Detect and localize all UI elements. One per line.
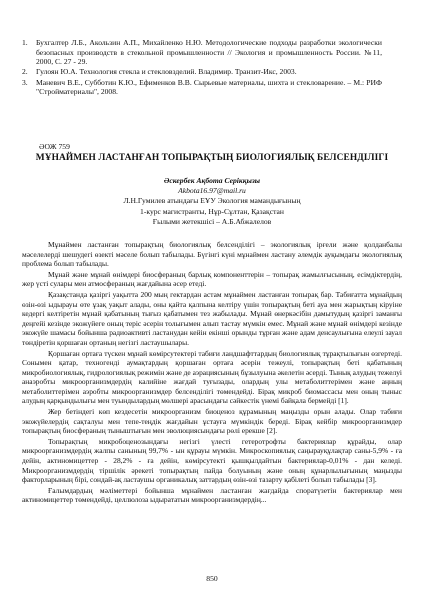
author-block [0, 176, 424, 227]
reference-text: Маневич В.Е., Субботин К.Ю., Ефименков В.В. Сырьевые материалы, шихта и стекловарение. – М.: РИФ "Стройматериалы", 2008. [36, 77, 382, 97]
reference-item [22, 38, 382, 67]
body-paragraph: Қазақстанда қазіргі уақытта 200 мың гектардан астам мұнаймен ластанған топырақ бар. Табиғатта мұнайдың өзін-өзі ыдырауы өте ұзақ уақыт алады, оны қайта қалпына келтіру үшін топырақтың беті ауа мен жарықтың кіруіне кедергі келтіретін мұнай қабатының тығыз қабатымен тез жабылады. Мұнай өнеркәсібін дамытудың қазіргі заманғы деңгейі кезінде экожүйеге оның теріс әсерін толығымен алып тастау мүмкін емес. Мұнай және мұнай өнімдері кезінде экожүйе шамасы бойынша радиоактивті ластанудан кейін екінші орынды тұрған және адам денсаулығына елеулі зауал төндіретін қоршаған ортаның негізгі ластаушылары. [22, 290, 402, 347]
author-affiliation: Л.Н.Гумилев атындағы ЕҰУ Экология мамандығының [123, 196, 301, 206]
reference-text: Бухгалтер Л.Б., Акользин А.П., Михайленко Н.Ю. Методологические подходы разработки экологически безопасных производств в стекольной промышленности // Экология и промышленность России. №11, 2000, С. 27 - 29. [36, 38, 382, 67]
page-number: 850 [206, 574, 218, 583]
article-title: МҰНАЙМЕН ЛАСТАНҒАН ТОПЫРАҚТЫҢ БИОЛОГИЯЛЫҚ БЕЛСЕНДІЛІГІ [35, 153, 389, 163]
reference-number: 1. [22, 38, 28, 47]
body-paragraph: Мұнаймен ластанған топырақтың биологиялық белсенділігі – экологиялық ірғели және қолданбалы мәселелерді шешудегі өзекті мәселе болып табылады. Бүгінгі күні мұнаймен ластану әлемдік ауқымдағы экологиялық проблема болып табылады. [22, 240, 402, 269]
reference-number: 2. [22, 67, 28, 77]
body-paragraph: Қоршаған ортаға түскен мұнай көмірсутектері табиғи ландшафттардың биологиялық тұрақтылығын өзгертеді. Сонымен қатар, техногенді аумақтардың қоршаған ортаға әсерін тежеулі, топырақтың беті қабатының микробиологиялық, гидрологиялық режимін және де аэрациясының бұзылуына әкелетін әсерді. Тынық алудың тежелуі анаэробты микроорганизмдердің калийіне жағдай туғызады, олардың улы метаболиттерімен және аңның метаболиттерімен аэробты микроорганизмдер белсенділігі төмендейді. Бірақ микроб биомассасы мен оның тыныс алудың қарқындылығы мен туындылардың мөлшері арасындағы сәйкестік үнемі байқала бермейді [1]. [22, 348, 402, 406]
body-paragraph: Топырақтың микробоценозындағы негізгі үлесті гетеротрофты бактериялар құрайды, олар микроорганизмдердің жалпы санының 99,7% - ын құрауы мүмкін. Микроскопиялық саңырауқұлақтар саны-5,9% - ға дейін, актиномицеттер - 28,2% - ға дейін, көмірсутекті қышқылдайтын бактериялар-0,01% - дан келеді. Микроорганизмдердің тіршілік әрекеті топырақтың пайда болуының және оның құнарлылығының маңызды факторларының бірі, сондай-ақ ластаушы органикалық заттардың өзін-өзі тазарту қабілеті болып табылады [3]. [22, 436, 402, 485]
author-name: Әскербек Ақбота Серікқызы [163, 176, 261, 185]
reference-text: Гулоян Ю.А. Технология стекла и стекловзделий. Владимир. Транзит-Икс, 2003. [36, 67, 297, 77]
article-body [22, 240, 402, 506]
author-status: 1-курс магистранты, Нұр-Сұлтан, Қазақстан [140, 206, 284, 216]
body-paragraph: Жер бетіндегі көп кездесетін микроорганизм биоценоз құрамының маңызды орын алады. Олар табиғи экожүйелердің сақталуы мен тепе-теңдік жағдайын ұстауға мүмкіндік береді. Бірақ кейбір микроорганизмдер топырақтың биосфераның тыныштығын мен эволюциясындағы рөлі ерекше [2]. [22, 407, 402, 436]
author-email: Akbota16.97@mail.ru [178, 186, 246, 196]
scientific-supervisor: Ғылыми жетекшісі – А.Б.Абжалелов [152, 216, 272, 226]
body-paragraph: Мұнай және мұнай өнімдері биосфераның барлық компоненттерін – топырақ жамылғысының, есімдіктердің, жер үсті сулары мен атмосфераның жағдайына әсер етеді. [22, 269, 402, 289]
reference-item [22, 78, 382, 97]
body-paragraph: Ғалымдардың мәліметтері бойынша мұнаймен ластанған жағдайда споратүзетін бактериялар мен актиномицеттер төмендейді, целлюлоза ыдырататын микроорганизмдердің... [22, 485, 402, 505]
udk-code: ӘОЖ 759 [39, 142, 70, 151]
reference-list [22, 38, 382, 97]
reference-number: 3. [22, 77, 28, 87]
reference-item [22, 67, 382, 77]
